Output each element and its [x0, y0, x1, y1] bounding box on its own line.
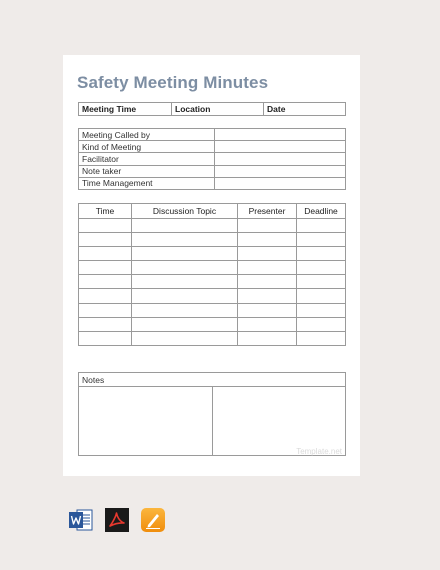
info-label: Meeting Called by: [79, 129, 215, 141]
location-label: Location: [172, 103, 264, 116]
info-label: Kind of Meeting: [79, 141, 215, 153]
table-row: [79, 331, 346, 345]
notes-label: Notes: [79, 373, 345, 387]
pages-icon[interactable]: [140, 507, 166, 533]
notes-body: [79, 387, 345, 455]
table-row: [79, 289, 346, 303]
table-row: [79, 219, 346, 233]
notes-section: [78, 372, 346, 456]
template-preview-sheet: [63, 55, 360, 476]
column-header-presenter: Presenter: [238, 204, 297, 219]
meeting-info-table: [78, 128, 346, 190]
column-header-time: Time: [79, 204, 132, 219]
info-value-cell: [215, 141, 346, 153]
date-label: Date: [264, 103, 346, 116]
info-label: Facilitator: [79, 153, 215, 165]
info-label: Note taker: [79, 165, 215, 177]
document-title: Safety Meeting Minutes: [77, 73, 269, 92]
column-header-discussion-topic: Discussion Topic: [132, 204, 238, 219]
table-row: [79, 247, 346, 261]
format-icons: [68, 507, 166, 533]
discussion-rows: [79, 219, 346, 346]
column-header-deadline: Deadline: [297, 204, 346, 219]
table-row: [79, 303, 346, 317]
info-value-cell: [215, 153, 346, 165]
notes-column-right: [212, 387, 346, 455]
table-row: [79, 317, 346, 331]
word-icon[interactable]: [68, 507, 94, 533]
table-row: [79, 233, 346, 247]
info-label: Time Management: [79, 177, 215, 189]
meeting-time-label: Meeting Time: [79, 103, 172, 116]
watermark: Template.net: [296, 447, 342, 456]
notes-column-left: [79, 387, 212, 455]
info-value-cell: [215, 177, 346, 189]
table-row: [79, 275, 346, 289]
header-table: [78, 102, 346, 116]
pdf-icon[interactable]: [104, 507, 130, 533]
table-row: [79, 261, 346, 275]
info-value-cell: [215, 165, 346, 177]
discussion-table: [78, 203, 346, 346]
info-value-cell: [215, 129, 346, 141]
